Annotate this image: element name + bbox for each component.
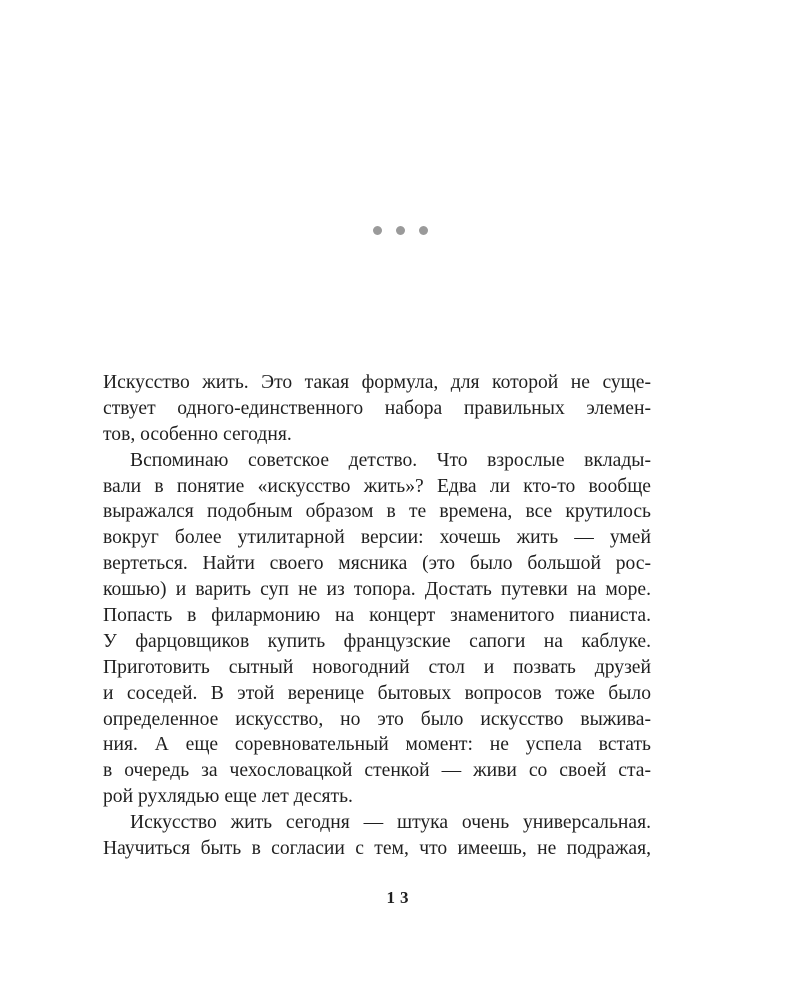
text-line: Приготовить сытный новогодний стол и позвать друзей [103,656,651,678]
ornament-dot [396,226,405,235]
text-line: и соседей. В этой веренице бытовых вопросов тоже было [103,682,651,704]
page-number: 13 [386,888,414,907]
text-line: вали в понятие «искусство жить»? Едва ли кто-то вообще [103,475,651,497]
text-line: ния. А еще соревновательный момент: не успела встать [103,734,651,756]
body-text [103,370,651,862]
text-line: У фарцовщиков купить французские сапоги на каблуке. [103,630,651,652]
text-line: выражался подобным образом в те времена, все крутилось [103,501,651,523]
ornament-dot [373,226,382,235]
text-line: Научиться быть в согласии с тем, что имеешь, не подражая, [103,838,651,860]
text-line: тов, особенно сегодня. [103,423,292,445]
text-line: Искусство жить сегодня — штука очень универсальная. [130,812,651,834]
text-line: кошью) и варить суп не из топора. Достать путевки на море. [103,579,651,601]
text-line: вокруг более утилитарной версии: хочешь жить — умей [103,527,651,549]
text-line: определенное искусство, но это было искусство выжива- [103,708,651,730]
section-break-ornament [0,226,800,238]
text-line: Искусство жить. Это такая формула, для которой не суще- [103,372,651,393]
text-line: вертеться. Найти своего мясника (это было большой рос- [103,553,651,575]
text-line: Попасть в филармонию на концерт знаменитого пианиста. [103,605,651,627]
text-line: ствует одного-единственного набора правильных элемен- [103,397,651,419]
text-line: рой рухлядью еще лет десять. [103,786,353,808]
ornament-dot [419,226,428,235]
text-line: в очередь за чехословацкой стенкой — живи со своей ста- [103,760,651,782]
text-line: Вспоминаю советское детство. Что взрослые вклады- [130,449,651,471]
